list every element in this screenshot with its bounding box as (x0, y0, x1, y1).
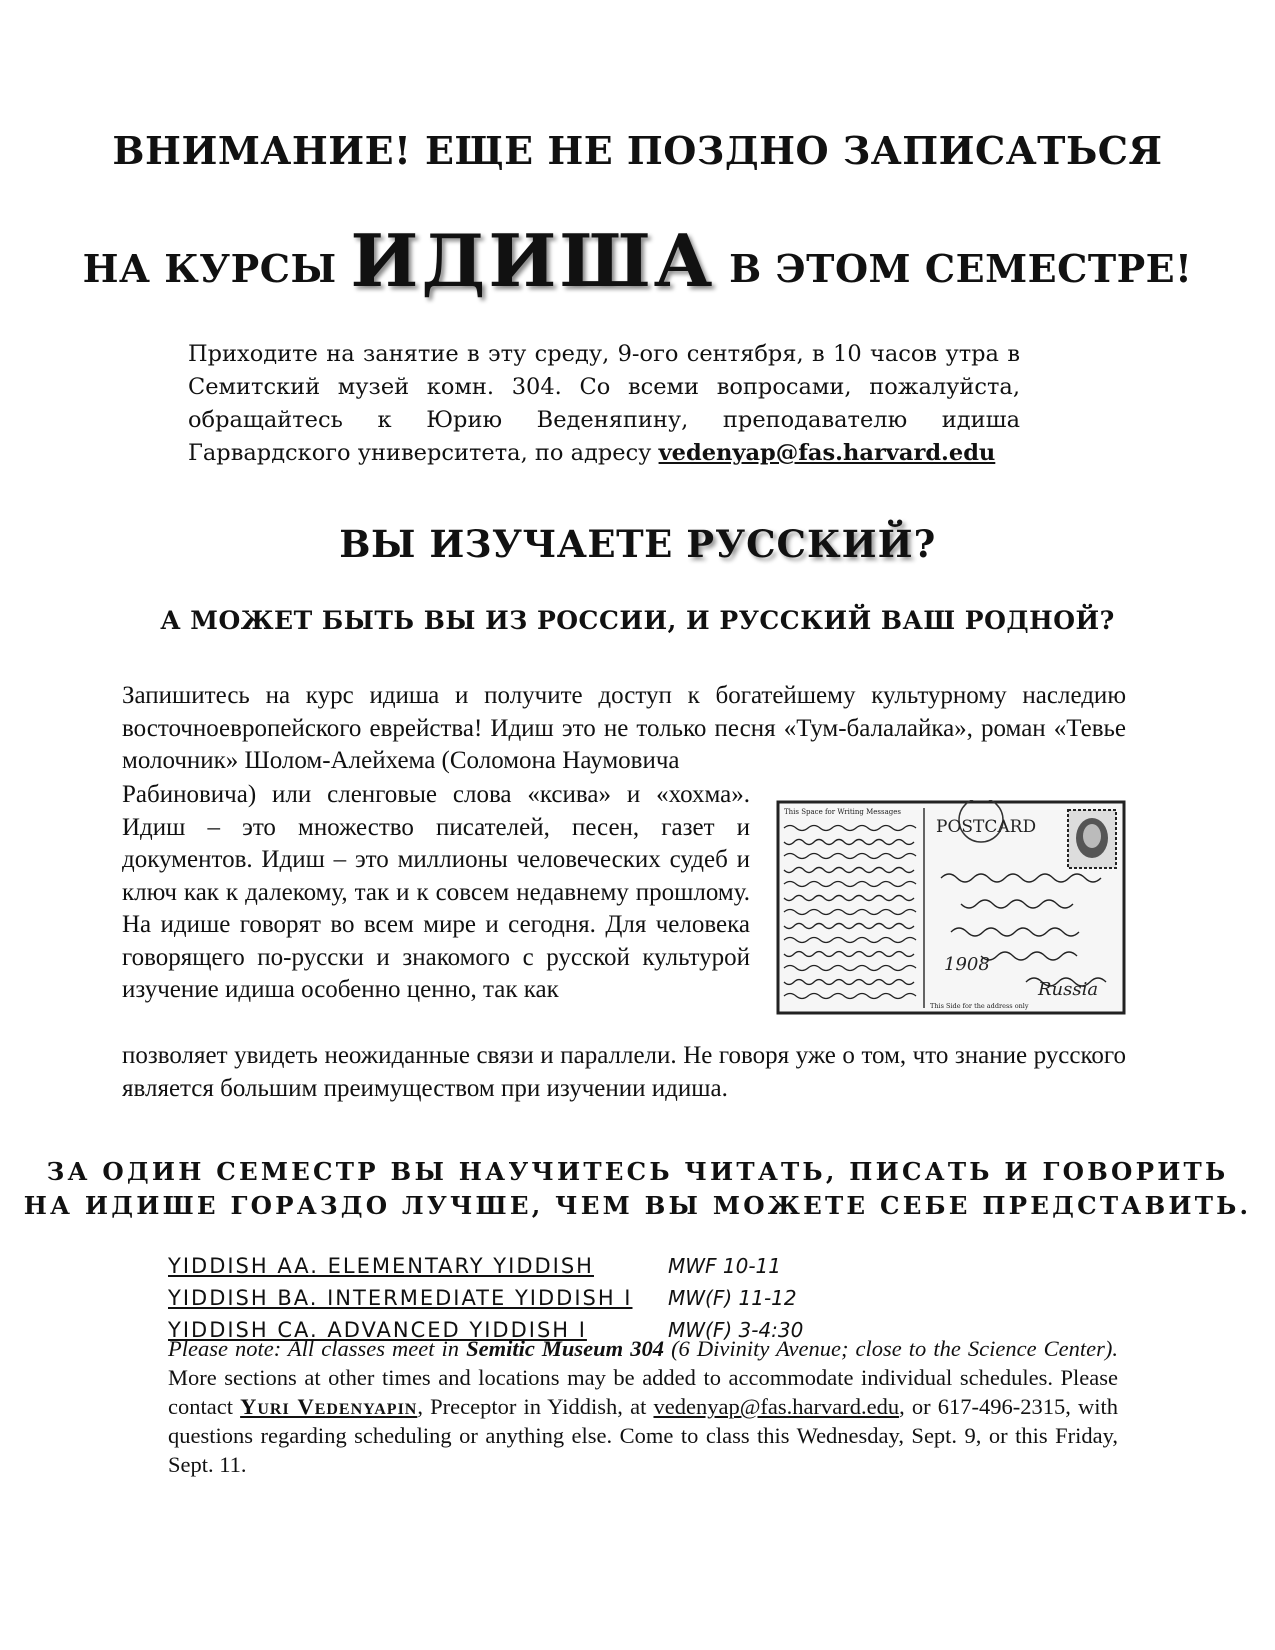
note-italic-2: (6 Divinity Avenue; close to the Science Center). (671, 1336, 1118, 1361)
note-text-2: , Preceptor in Yiddish, at (417, 1394, 647, 1419)
body-paragraph-end (122, 1040, 1126, 1105)
note-italic-1: Please note: All classes meet in (168, 1336, 460, 1361)
course-aa-name: YIDDISH AA. ELEMENTARY YIDDISH (168, 1254, 594, 1278)
postcard-top-caption: This Space for Writing Messages (784, 808, 901, 816)
question-russian: РУССКИЙ (686, 522, 914, 566)
note-contact-name: Yuri Vedenyapin (240, 1394, 418, 1419)
highlight-banner (0, 1155, 1275, 1223)
intro-paragraph (188, 338, 1020, 470)
course-ba-time: MW(F) 11-12 (668, 1286, 797, 1310)
body-text-2: Рабиновича) или сленговые слова «ксива» и «хохма». Идиш – это множество писателей, песен, газет и документов. Идиш – это миллионы человеческих судеб и ключ как к далекому, так и к совсем недавнему прошлому. На идише говорят во всем мире и сегодня. Для человека говорящего по-русски и знакомого с русской культурой изучение идиша особенно ценно, так как (122, 781, 750, 1003)
course-aa-time: MWF 10-11 (668, 1254, 782, 1278)
postcard-label: POSTCARD (936, 817, 1037, 837)
schedule-note (168, 1334, 1118, 1479)
body-text-1: Запишитесь на курс идиша и получите доступ к богатейшему культурному наследию восточноевропейского еврейства! Идиш это не только песня «Тум-балалайка», роман «Тевье молочник» Шолом-Алейхема (Соломона Наумовича (122, 682, 1126, 774)
headline-yiddish: ИДИША (350, 218, 716, 303)
body-paragraph-wrapped (122, 779, 750, 1007)
headline-suffix: В ЭТОМ СЕМЕСТРЕ! (729, 246, 1193, 291)
postcard-image (776, 800, 1126, 1015)
note-text-1: More sections at other times and locations may be added to accommodate individual schedules. Please contact (168, 1365, 1118, 1419)
highlight-line2: НА ИДИШЕ ГОРАЗДО ЛУЧШЕ, ЧЕМ ВЫ МОЖЕТЕ СЕБЕ ПРЕДСТАВИТЬ. (23, 1191, 1252, 1220)
note-email-link[interactable]: vedenyap@fas.harvard.edu (653, 1394, 900, 1419)
question-mark: ? (913, 522, 936, 566)
intro-email-link[interactable]: vedenyap@fas.harvard.edu (658, 440, 996, 466)
headline-prefix: НА КУРСЫ (82, 246, 337, 291)
course-ba-name: YIDDISH BA. INTERMEDIATE YIDDISH I (168, 1286, 633, 1310)
body-paragraph-top (122, 680, 1126, 778)
headline-line1: ВНИМАНИЕ! ЕЩЕ НЕ ПОЗДНО ЗАПИСАТЬСЯ (112, 128, 1163, 173)
course-ca-time: MW(F) 3-4:30 (668, 1318, 804, 1342)
postcard-bottom-caption: This Side for the address only (930, 1002, 1029, 1010)
postcard-country: Russia (1038, 979, 1099, 1000)
subheading: А МОЖЕТ БЫТЬ ВЫ ИЗ РОССИИ, И РУССКИЙ ВАШ РОДНОЙ? (160, 606, 1115, 635)
headline-line2 (0, 218, 1275, 303)
postcard-illustration (776, 800, 1126, 1015)
postcard-year: 1908 (944, 954, 990, 975)
note-text-3: , or 617-496-2315, with questions regarding scheduling or anything else. Come to class this Wednesday, Sept. 9, or this Friday, Sept. 11. (168, 1394, 1119, 1477)
highlight-line1: ЗА ОДИН СЕМЕСТР ВЫ НАУЧИТЕСЬ ЧИТАТЬ, ПИСАТЬ И ГОВОРИТЬ (46, 1157, 1229, 1186)
question-prefix: ВЫ ИЗУЧАЕТЕ (339, 522, 673, 566)
intro-text: Приходите на занятие в эту среду, 9-ого сентября, в 10 часов утра в Семитский музей комн. 304. Со всеми вопросами, пожалуйста, обращайтесь к Юрию Веденяпину, преподавателю идиша Гарвардского университета, по адресу (188, 341, 1020, 466)
body-text-3: позволяет увидеть неожиданные связи и параллели. Не говоря уже о том, что знание русского является большим преимуществом при изучении идиша. (122, 1042, 1126, 1102)
question-heading (0, 522, 1275, 566)
course-ca-name: YIDDISH CA. ADVANCED YIDDISH I (168, 1318, 587, 1342)
note-location: Semitic Museum 304 (466, 1336, 664, 1361)
